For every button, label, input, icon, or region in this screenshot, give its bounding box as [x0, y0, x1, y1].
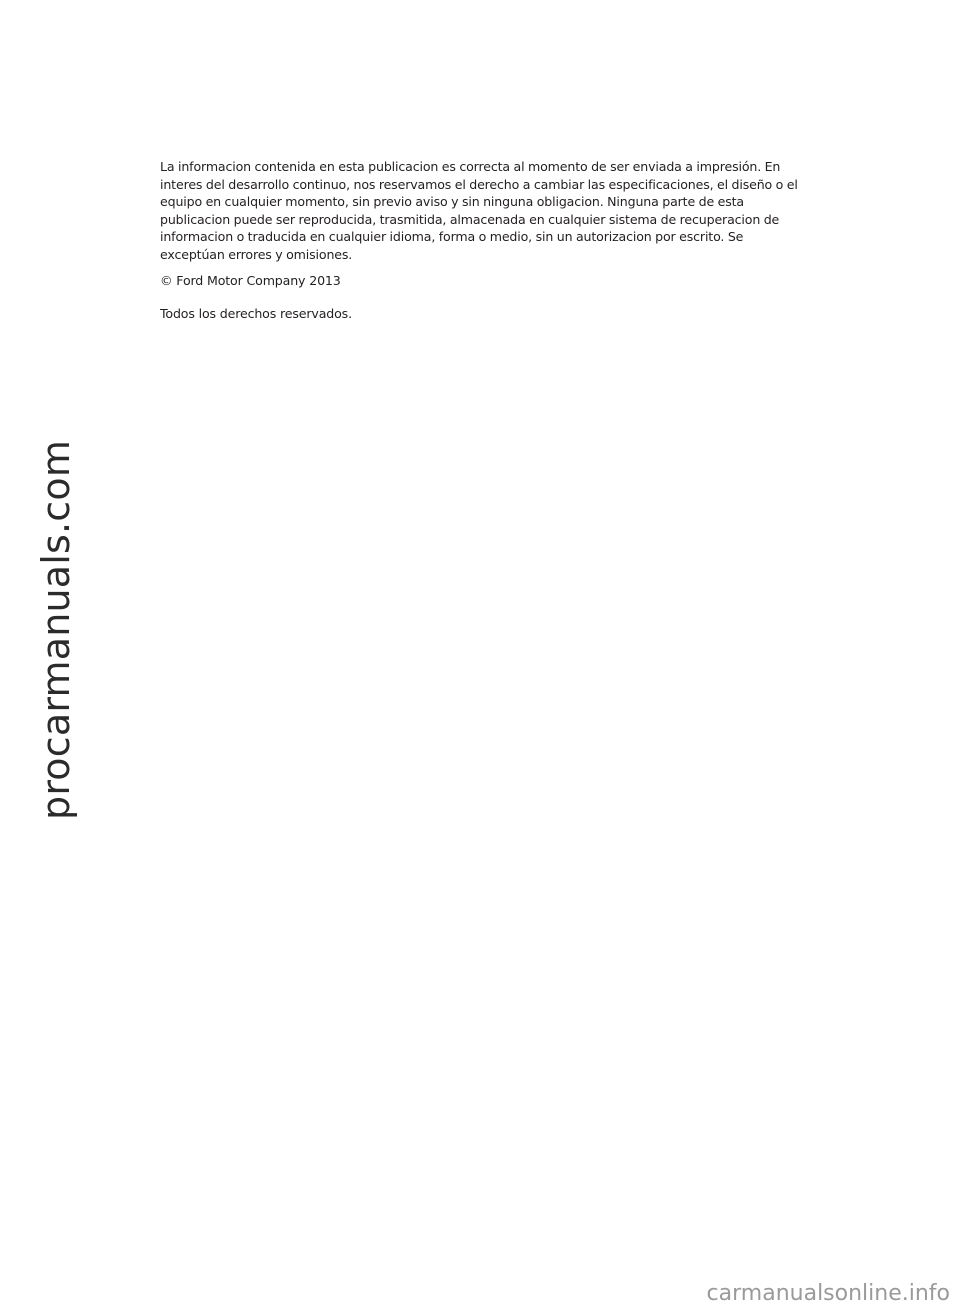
side-watermark: procarmanuals.com [34, 439, 78, 820]
bottom-watermark: carmanualsonline.info [706, 1281, 950, 1306]
disclaimer-paragraph: La informacion contenida en esta publicacion es correcta al momento de ser enviada a impresión. En interes del desarrollo continuo, nos reservamos el derecho a cambiar las especificaciones, el diseño o el equipo en cualquier momento, sin previo aviso y sin ninguna obligacion. Ninguna parte de esta publicacion puede ser reproducida, trasmitida, almacenada en cualquier sistema de recuperacion de informacion o traducida en cualquier idioma, forma o medio, sin un autorizacion por escrito. Se exceptúan errores y omisiones. [160, 159, 798, 262]
rights-reserved-line: Todos los derechos reservados. [160, 306, 352, 322]
copyright-line: © Ford Motor Company 2013 [160, 272, 341, 288]
legal-notice [160, 158, 810, 323]
